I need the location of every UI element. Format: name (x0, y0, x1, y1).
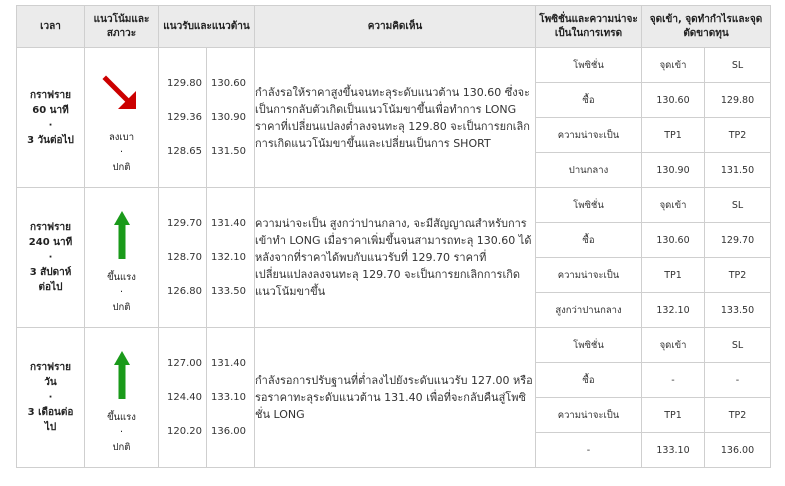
position-label: ซื้อ (536, 223, 642, 258)
support-value: 128.65 (167, 145, 202, 157)
table-row (17, 48, 771, 83)
trend-cell (85, 188, 159, 328)
support-value: 124.40 (167, 391, 202, 403)
timeframe-line: กราฟราย (30, 362, 71, 373)
resistance-value: 133.10 (211, 391, 246, 403)
position-label: ซื้อ (536, 83, 642, 118)
position-label: ความน่าจะเป็น (536, 398, 642, 433)
resistance-value: 132.10 (211, 251, 246, 263)
header-row (17, 6, 771, 48)
resistance-value: 130.60 (211, 77, 246, 89)
timeframe-line: · (48, 252, 53, 263)
target-value: 133.50 (705, 293, 771, 328)
target-value: TP2 (705, 398, 771, 433)
header-targets: จุดเข้า, จุดทำกำไรและจุดตัดขาดทุน (642, 6, 771, 48)
timeframe-line: 3 สัปดาห์ (29, 267, 72, 278)
support-levels (159, 188, 207, 328)
timeframe-cell (17, 188, 85, 328)
target-value: 129.80 (705, 83, 771, 118)
entry-value: 133.10 (642, 433, 705, 468)
table-row (17, 188, 771, 223)
trend-label: ปกติ (112, 442, 131, 453)
entry-value: 130.60 (642, 223, 705, 258)
trend-cell (85, 328, 159, 468)
resistance-value: 130.90 (211, 111, 246, 123)
position-label: ความน่าจะเป็น (536, 118, 642, 153)
timeframe-line: 3 วันต่อไป (27, 134, 74, 146)
trend-label: · (119, 427, 124, 438)
comment-text: ความน่าจะเป็น สูงกว่าปานกลาง, จะมีสัญญาณสำหรับการเข้าทำ LONG เมื่อราคาเพิ่มขึ้นจนสามารถทะลุ 130.60 ได้หลังจากที่ราคาได้พบกับแนวรับที่ 129.70 ราคาที่เปลี่ยนแปลงลงจนทะลุ 129.70 จะเป็นการยกเลิกการเกิดแนวโน้มขาขึ้น (255, 188, 536, 328)
entry-value: 130.90 (642, 153, 705, 188)
support-value: 127.00 (167, 357, 202, 369)
resistance-value: 131.40 (211, 357, 246, 369)
resistance-value: 131.40 (211, 217, 246, 229)
resistance-value: 133.50 (211, 285, 246, 297)
position-label: - (536, 433, 642, 468)
support-levels (159, 48, 207, 188)
target-value: SL (705, 328, 771, 363)
entry-value: จุดเข้า (642, 188, 705, 223)
target-value: SL (705, 188, 771, 223)
arrow-up-icon (85, 340, 158, 410)
target-value: 129.70 (705, 223, 771, 258)
target-value: 131.50 (705, 153, 771, 188)
trend-cell (85, 48, 159, 188)
comment-text: กำลังรอการปรับฐานที่ต่ำลงไปยังระดับแนวรับ 127.00 หรือรอราคาทะลุระดับแนวต้าน 131.40 เพื่อที่จะกลับคืนสู่โพซิชั่น LONG (255, 328, 536, 468)
entry-value: 132.10 (642, 293, 705, 328)
position-label: โพซิชั่น (536, 328, 642, 363)
resistance-value: 136.00 (211, 425, 246, 437)
timeframe-line: 60 นาที (32, 104, 69, 116)
arrow-up-icon (85, 200, 158, 270)
trend-label: · (119, 287, 124, 298)
position-label: ปานกลาง (536, 153, 642, 188)
table-row (17, 328, 771, 363)
arrow-down-right-icon (85, 60, 158, 130)
timeframe-line: กราฟราย (30, 222, 71, 233)
timeframe-line: ต่อไป (38, 282, 63, 293)
entry-value: TP1 (642, 118, 705, 153)
support-value: 129.36 (167, 111, 202, 123)
header-timeframe: เวลา (17, 6, 85, 48)
timeframe-line: · (48, 392, 53, 403)
target-value: 136.00 (705, 433, 771, 468)
support-value: 129.80 (167, 77, 202, 89)
trend-label: ปกติ (112, 302, 131, 313)
signals-body (17, 48, 771, 468)
timeframe-line: ไป (44, 422, 57, 433)
entry-value: - (642, 363, 705, 398)
position-label: โพซิชั่น (536, 48, 642, 83)
entry-value: TP1 (642, 258, 705, 293)
signals-table (16, 5, 771, 468)
entry-value: จุดเข้า (642, 48, 705, 83)
support-levels (159, 328, 207, 468)
position-label: ซื้อ (536, 363, 642, 398)
header-position: โพซิชั่นและความน่าจะเป็นในการเทรด (536, 6, 642, 48)
timeframe-line: 3 เดือนต่อ (27, 407, 74, 418)
support-value: 126.80 (167, 285, 202, 297)
trend-label: ปกติ (112, 162, 131, 173)
entry-value: จุดเข้า (642, 328, 705, 363)
target-value: TP2 (705, 258, 771, 293)
resistance-levels (207, 188, 255, 328)
target-value: TP2 (705, 118, 771, 153)
timeframe-line: กราฟราย (30, 89, 71, 101)
target-value: - (705, 363, 771, 398)
trend-label: ขึ้นแรง (107, 272, 136, 283)
entry-value: 130.60 (642, 83, 705, 118)
position-label: สูงกว่าปานกลาง (536, 293, 642, 328)
trend-label: ลงเบา (108, 132, 135, 143)
timeframe-cell (17, 48, 85, 188)
timeframe-line: · (48, 119, 53, 131)
timeframe-line: 240 นาที (28, 237, 73, 248)
support-value: 129.70 (167, 217, 202, 229)
trend-label: ขึ้นแรง (107, 412, 136, 423)
support-value: 128.70 (167, 251, 202, 263)
resistance-levels (207, 328, 255, 468)
position-label: โพซิชั่น (536, 188, 642, 223)
resistance-levels (207, 48, 255, 188)
trend-label: · (119, 147, 124, 158)
entry-value: TP1 (642, 398, 705, 433)
resistance-value: 131.50 (211, 145, 246, 157)
position-label: ความน่าจะเป็น (536, 258, 642, 293)
target-value: SL (705, 48, 771, 83)
timeframe-line: วัน (44, 377, 57, 388)
comment-text: กำลังรอให้ราคาสูงขึ้นจนทะลุระดับแนวต้าน 130.60 ซึ่งจะเป็นการกลับตัวเกิดเป็นแนวโน้มขาขึ้นเพื่อทำการ LONG ราคาที่เปลี่ยนแปลงต่ำลงจนทะลุ 129.80 จะเป็นการยกเลิกการเกิดแนวโน้มขาขึ้นและเปลี่ยนเป็นการ SHORT (255, 48, 536, 188)
header-levels: แนวรับและแนวต้าน (159, 6, 255, 48)
support-value: 120.20 (167, 425, 202, 437)
header-trend: แนวโน้มและสภาวะ (85, 6, 159, 48)
timeframe-cell (17, 328, 85, 468)
header-comment: ความคิดเห็น (255, 6, 536, 48)
